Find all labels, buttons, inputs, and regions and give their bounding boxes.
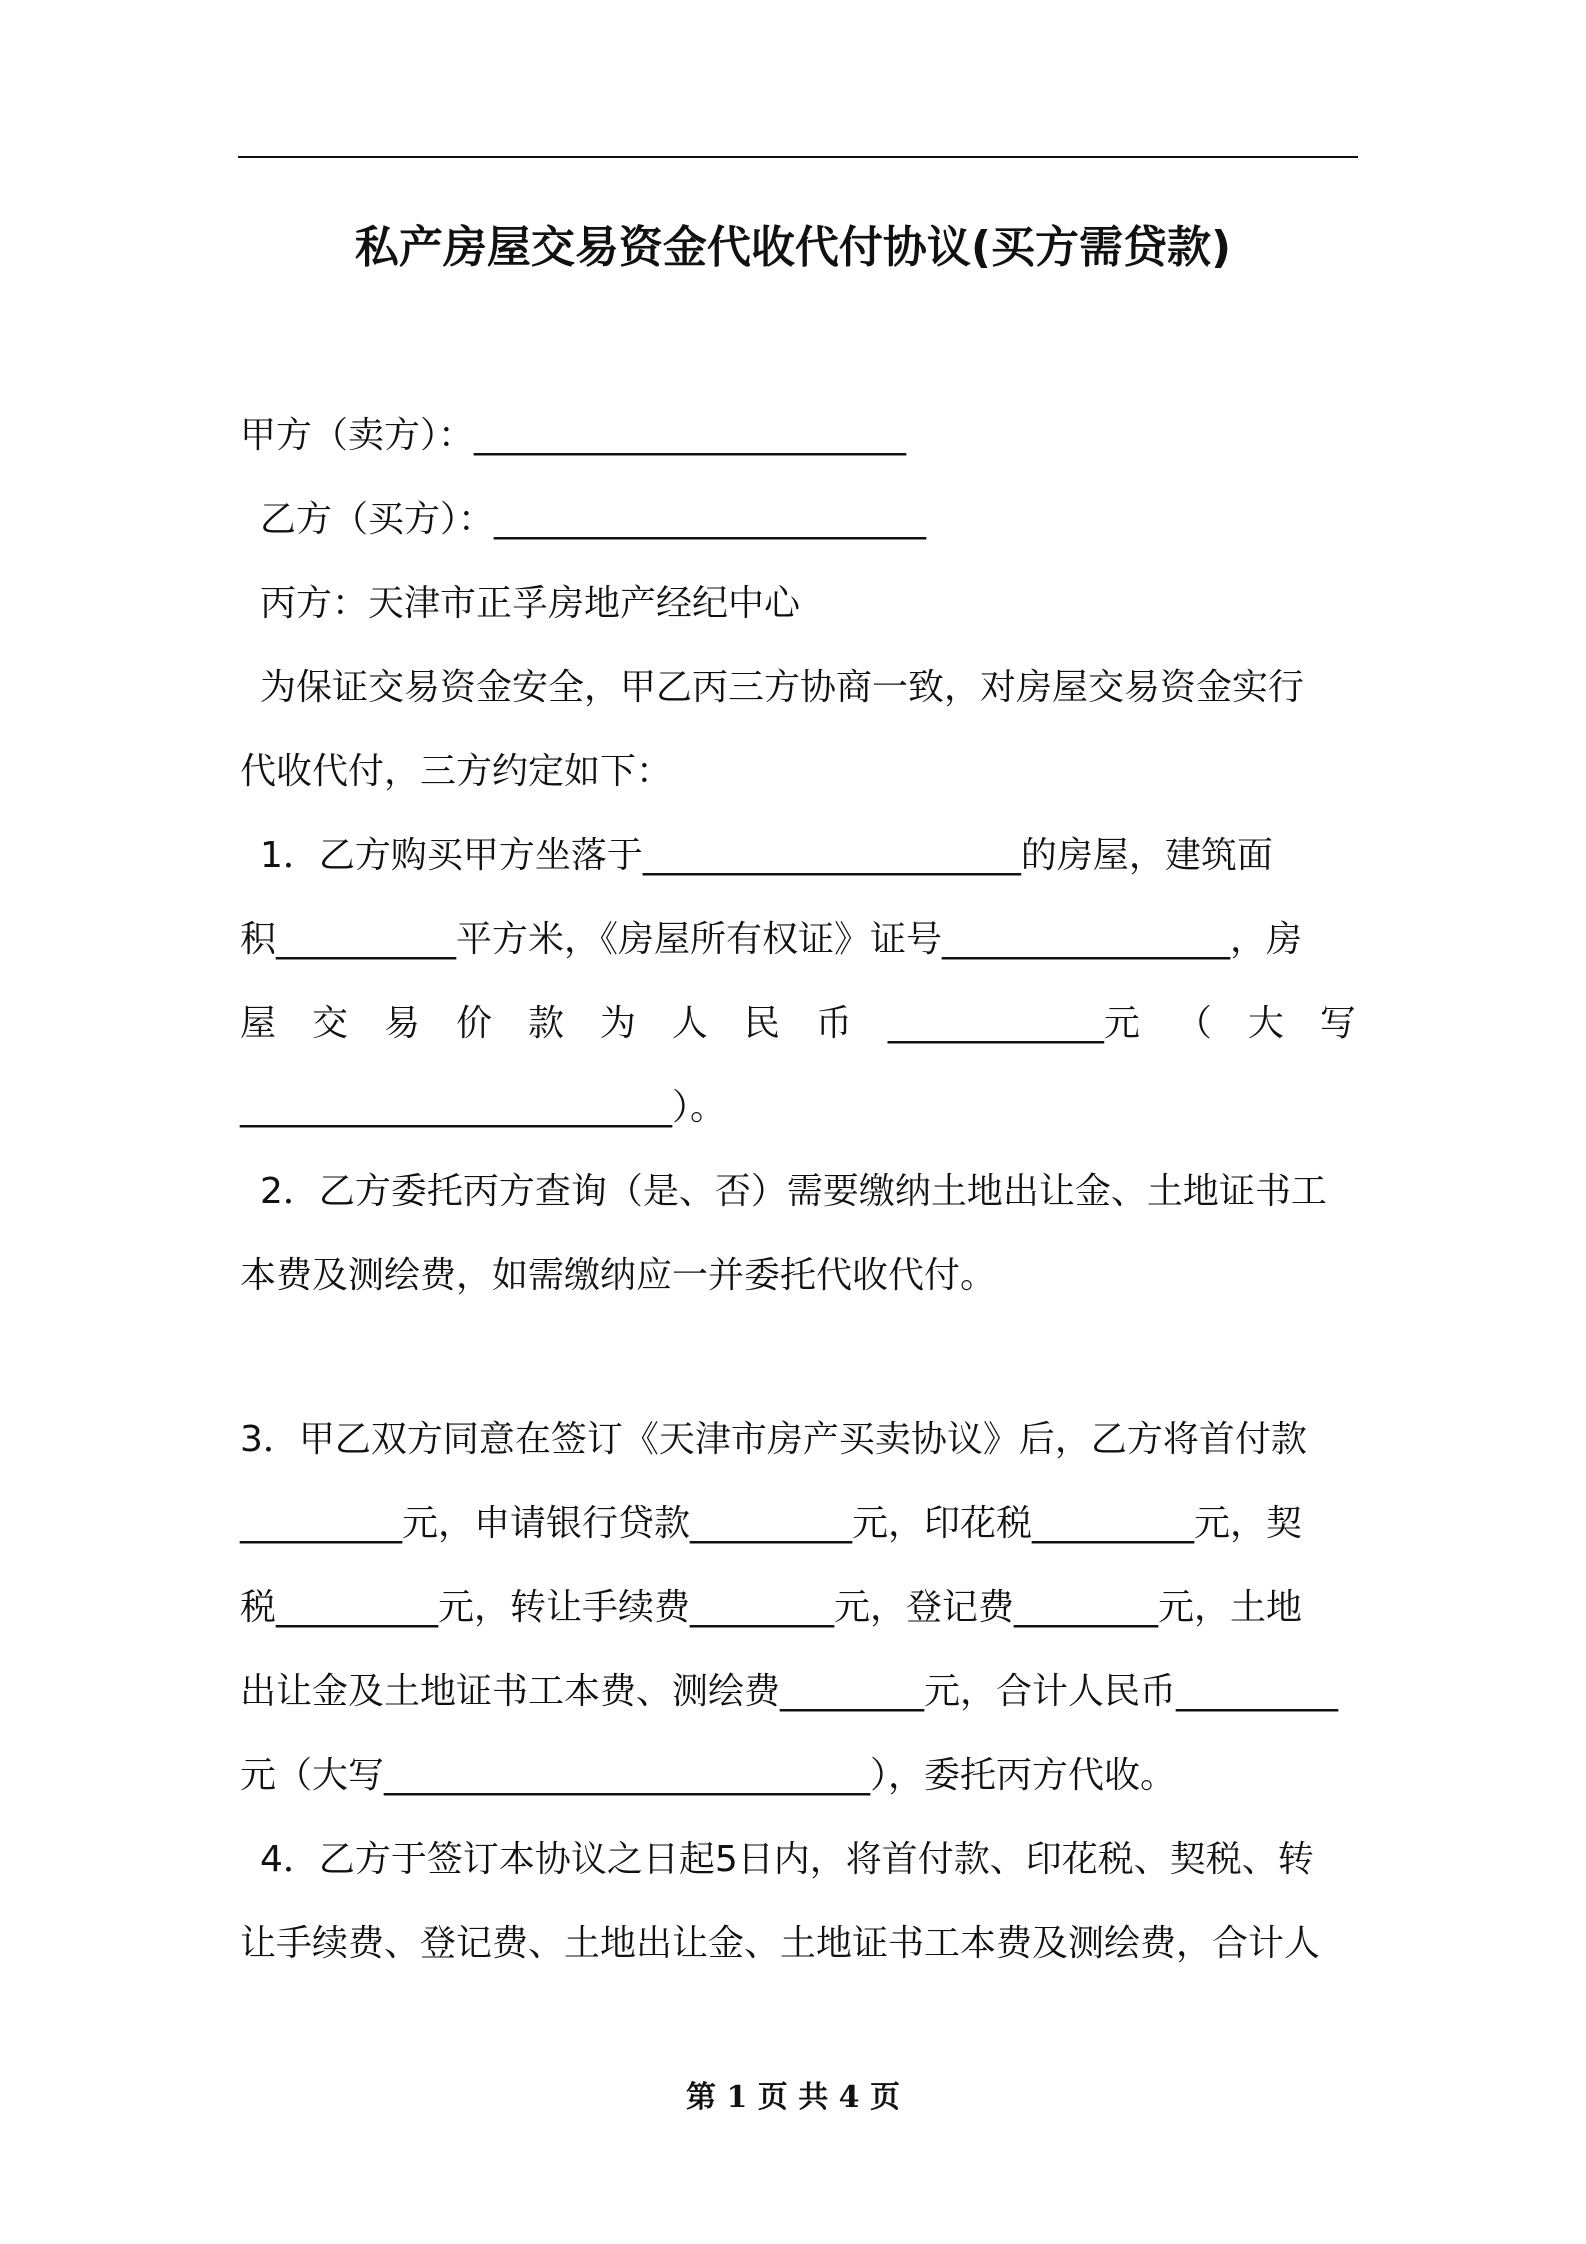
clause-1-char: 价 xyxy=(455,1003,492,1044)
clause-1-char: 民 xyxy=(743,1003,780,1044)
clause-2-line-1: 2．乙方委托丙方查询（是、否）需要缴纳土地出让金、土地证书工 xyxy=(260,1171,1327,1212)
clause-1-char: 交 xyxy=(311,1003,348,1044)
party-b-line: 乙方（买方）：________________________ xyxy=(260,499,927,540)
intro-line-2: 代收代付，三方约定如下： xyxy=(240,751,673,792)
clause-3-line-5: 元（大写___________________________），委托丙方代收。 xyxy=(240,1755,1177,1796)
clause-1-char: 人 xyxy=(671,1003,708,1044)
clause-1-char: 易 xyxy=(383,1003,420,1044)
clause-4-line-1: 4．乙方于签订本协议之日起5日内，将首付款、印花税、契税、转 xyxy=(260,1839,1314,1880)
clause-3-line-4: 出让金及土地证书工本费、测绘费________元，合计人民币_________ xyxy=(240,1671,1339,1712)
clause-3-line-3: 税_________元，转让手续费________元，登记费________元，土地 xyxy=(240,1587,1303,1628)
party-a-line: 甲方（卖方）：________________________ xyxy=(240,415,907,456)
clause-1-char: 款 xyxy=(527,1003,564,1044)
clause-1-char: 大 xyxy=(1247,1003,1284,1044)
document-title: 私产房屋交易资金代收代付协议(买方需贷款) xyxy=(354,222,1232,273)
clause-1-char: （ xyxy=(1175,1003,1212,1044)
clause-3-line-1: 3．甲乙双方同意在签订《天津市房产买卖协议》后，乙方将首付款 xyxy=(240,1419,1307,1460)
clause-3-line-2: _________元，申请银行贷款_________元，印花税_________元，契 xyxy=(240,1503,1303,1544)
clause-1-char: 币 xyxy=(815,1003,852,1044)
clause-1-char: 写 xyxy=(1319,1003,1356,1044)
header-rule xyxy=(238,156,1358,158)
clause-1-line-3 xyxy=(240,998,1356,1050)
clause-1-amount-blank: ____________元 xyxy=(887,1003,1140,1044)
party-c-line: 丙方：天津市正孚房地产经纪中心 xyxy=(260,583,801,624)
intro-line-1: 为保证交易资金安全，甲乙丙三方协商一致，对房屋交易资金实行 xyxy=(260,667,1305,708)
clause-1-line-2: 积__________平方米，《房屋所有权证》证号________________，房 xyxy=(240,919,1303,960)
clause-1-line-1: 1．乙方购买甲方坐落于_____________________的房屋，建筑面 xyxy=(260,835,1273,876)
clause-4-line-2: 让手续费、登记费、土地出让金、土地证书工本费及测绘费，合计人 xyxy=(240,1923,1321,1964)
clause-1-char: 为 xyxy=(599,1003,636,1044)
clause-1-line-4: ________________________）。 xyxy=(240,1087,727,1128)
clause-1-char: 屋 xyxy=(240,1003,277,1044)
clause-2-line-2: 本费及测绘费，如需缴纳应一并委托代收代付。 xyxy=(240,1255,997,1296)
page-number: 第 1 页 共 4 页 xyxy=(686,2080,900,2115)
